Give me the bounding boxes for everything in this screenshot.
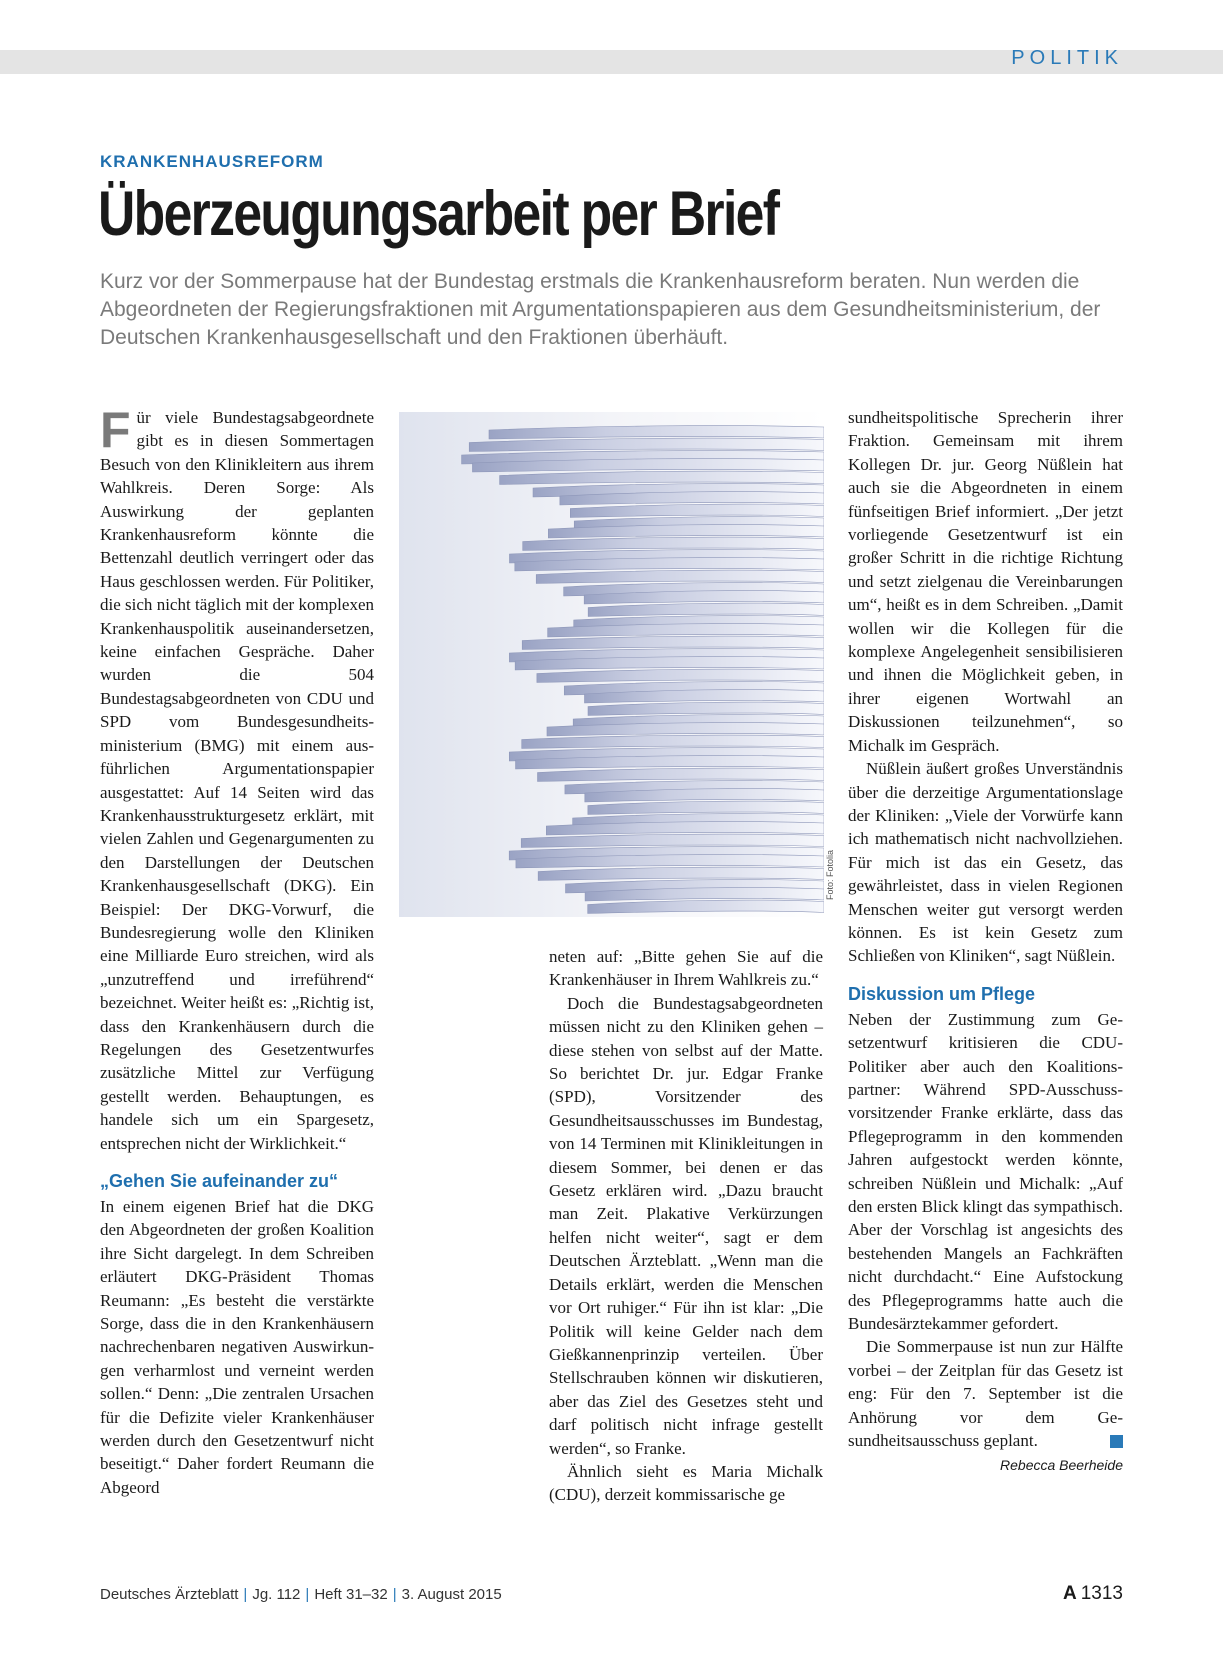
page-number <box>1063 1583 1123 1605</box>
page-prefix: A <box>1062 1583 1077 1604</box>
separator: | <box>305 1586 310 1603</box>
paragraph: Neben der Zustimmung zum Gesetzentwurf kritisieren die CDU-Politiker aber auch den Koalitionspartner: Während SPD-Ausschussvorsitzender Franke erklärte, dass das Pflegeprogramm in den kommenden Jahren aufgestockt werden könnte, schreiben Nüßlein und Michalk: „Auf den ersten Blick klingt das sympathisch. Aber der Vorschlag ist angesichts des bestehenden Mangels an Fachkräften nicht durchdacht.“ Eine Aufstockung des Pflegeprogramms hatte auch die Bundesärztekammer gefordert. <box>848 1009 1123 1334</box>
article-lead: Kurz vor der Sommerpause hat der Bundestag erstmals die Krankenhausreform beraten. Nun werden die Abgeordneten der Regierungsfraktionen mit Argumentationspapieren aus dem Gesundheitsministerium, der Deutschen Krankenhausgesellschaft und den Fraktionen überhäuft. <box>100 270 1101 349</box>
separator: | <box>392 1586 397 1603</box>
end-mark-icon <box>1110 1435 1123 1448</box>
article-title: Überzeugungsarbeit per Brief <box>98 179 779 249</box>
paragraph: neten auf: „Bitte gehen Sie auf die Krankenhäuser in Ihrem Wahlkreis zu.“ <box>549 947 823 990</box>
paragraph <box>848 1335 1123 1452</box>
column-2 <box>549 945 823 1507</box>
publication-name: Deutsches Ärzteblatt <box>100 1586 239 1603</box>
page-number-value: 1313 <box>1080 1583 1123 1604</box>
section-label: POLITIK <box>1011 47 1123 69</box>
separator: | <box>243 1586 248 1603</box>
column-3 <box>848 406 1123 1478</box>
volume: Jg. 112 <box>252 1586 301 1603</box>
subheading: Diskussion um Pflege <box>848 983 1036 1004</box>
drop-cap: F <box>100 402 131 458</box>
photo-credit: Foto: Fotolia <box>825 849 835 900</box>
paragraph-text: ür viele Bundestagsabgeordnete gibt es in diesen Sommertagen Besuch von den Klinikleitern aus ihrem Wahlkreis. Deren Sorge: Als Auswirkung der geplanten Krankenhausreform könnte die Bettenzahl deutlich verringert oder das Haus geschlossen werden. Für Politiker, die sich nicht täglich mit der komplexen Krankenhauspolitik auseinandersetzen, keine einfachen Gespräche. Daher wurden die 504 Bundestagsabgeordneten von CDU und SPD vom Bundesgesundheitsministerium (BMG) mit einem ausführlichen Argumentationspapier ausgestattet: Auf 14 Seiten wird das Krankenhausstrukturgesetz erklärt, mit vielen Zahlen und Gegenargumenten zu den Darstellungen der Deutschen Krankenhausgesellschaft (DKG). Ein Beispiel: Der DKG-Vorwurf, die Bundesregierung wolle den Kliniken eine Milliarde Euro streichen, wird als „unzutreffend und irreführend“ bezeichnet. Weiter heißt es: „Richtig ist, dass den Krankenhäusern durch die Regelungen des Gesetzentwurfes zusätzliche Mittel zur Verfügung gestellt werden. Behauptungen, es handele sich um ein Spargesetz, entsprechen nicht der Wirklichkeit.“ <box>100 408 374 1153</box>
paper-stack-image <box>399 412 824 917</box>
issue-date: 3. August 2015 <box>401 1586 502 1603</box>
paragraph: Ähnlich sieht es Maria Michalk (CDU), derzeit kommissarische ge <box>549 1461 823 1505</box>
paragraph: sundheitspolitische Sprecherin ihrer Fraktion. Gemeinsam mit ihrem Kollegen Dr. jur. Georg Nüßlein hat auch sie die Abgeordneten in einem fünfseitigen Brief informiert. „Der jetzt vorliegende Gesetzentwurf ist ein großer Schritt in die richtige Richtung und setzt zielgenau die Vereinbarungen um“, heißt es in dem Schreiben. „Damit wollen wir die Kollegen für die komplexe Angelegenheit sensibilisieren und ihnen die Möglichkeit geben, in ihrer eigenen Wortwahl an Diskussionen teilzunehmen“, so Michalk im Gespräch. <box>848 408 1123 755</box>
article-photo <box>399 412 824 917</box>
column-1 <box>100 402 374 1499</box>
author-byline: Rebecca Beerheide <box>1000 1457 1123 1474</box>
article-kicker: KRANKENHAUSREFORM <box>100 152 324 171</box>
footer-info <box>100 1586 502 1603</box>
paragraph-text: Die Sommerpause ist nun zur Hälfte vorbei – der Zeitplan für das Gesetz ist eng: Für den 7. September ist die Anhörung vor dem Gesundheitsausschuss geplant. <box>848 1337 1123 1451</box>
paragraph: Doch die Bundestagsabgeordneten müssen nicht zu den Kliniken gehen – diese stehen von selbst auf der Matte. So berichtet Dr. jur. Edgar Franke (SPD), Vorsitzender des Gesundheitsausschusses im Bundestag, von 14 Terminen mit Klinikleitungen in diesem Sommer, bei denen er das Gesetz erklären wird. „Dazu braucht man Zeit. Plakative Verkürzungen helfen nicht weiter“, sagt er dem Deutschen Ärzteblatt. „Wenn man die Details erklärt, werden die Menschen vor Ort ruhiger.“ Für ihn ist klar: „Die Politik will keine Gelder nach dem Gießkannenprinzip verteilen. Über Stellschrauben können wir diskutieren, aber das Ziel des Gesetzes steht und darf politisch nicht infrage gestellt werden“, so Franke. <box>549 993 823 1458</box>
subheading: „Gehen Sie aufeinander zu“ <box>100 1171 339 1191</box>
issue: Heft 31–32 <box>314 1586 388 1603</box>
paragraph: Nüßlein äußert großes Unverständnis über die derzeitige Argumentationslage der Kliniken: „Viele der Vorwürfe kann ich mathematisch nicht nachvollziehen. Für mich ist das ein Gesetz, das gewährleistet, dass in vielen Regionen Menschen weiter gut versorgt werden können. Es ist kein Gesetz zum Schließen von Kliniken“, sagt Nüßlein. <box>848 759 1123 966</box>
paragraph <box>100 402 374 1155</box>
paragraph: In einem eigenen Brief hat die DKG den Abgeordneten der großen Koalition ihre Sicht dargelegt. In dem Schreiben erläutert DKG-Präsident Thomas Reumann: „Es besteht die verstärkte Sorge, dass die in den Krankenhäusern nachrechenbaren negativen Auswirkungen verharmlost und verneint werden sollen.“ Denn: „Die zentralen Ursachen für die Defizite vieler Krankenhäuser werden durch den Gesetzentwurf nicht beseitigt.“ Daher fordert Reumann die Abgeord <box>100 1197 374 1497</box>
